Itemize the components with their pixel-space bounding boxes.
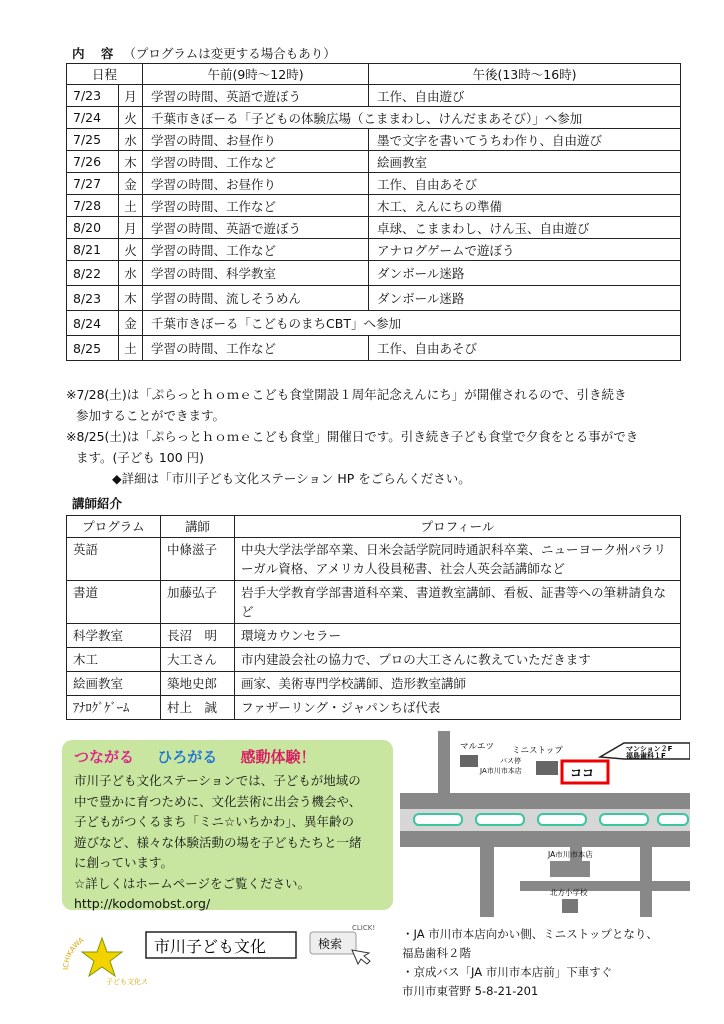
header-teacher: 講師 — [161, 516, 235, 538]
cell-am: 学習の時間、工作など — [143, 239, 369, 261]
search-button-label[interactable]: 検索 — [318, 937, 343, 951]
cell-program: 書道 — [67, 581, 161, 624]
cell-pm: 絵画教室 — [369, 151, 681, 173]
cell-am: 学習の時間、英語で遊ぼう — [143, 85, 369, 107]
table-row — [67, 336, 681, 361]
cell-pm: ダンボール迷路 — [369, 286, 681, 311]
table-row — [67, 696, 681, 720]
promo-line: 中で豊かに育つために、文化芸術に出会う機会や、 — [74, 793, 362, 809]
promo-line: 子どもがつくるまち「ミニ☆いちかわ」、異年齢の — [74, 814, 354, 829]
cell-pm: 木工、えんにちの準備 — [369, 195, 681, 217]
cell-day: 土 — [119, 195, 143, 217]
access-line: 福島歯科２階 — [402, 946, 471, 960]
cell-date: 8/21 — [67, 239, 119, 261]
cell-pm: 墨で文字を書いてうちわ作り、自由遊び — [369, 129, 681, 151]
logo-arc-right: 子ども文化ス — [106, 978, 148, 986]
cell-am: 学習の時間、工作など — [143, 195, 369, 217]
notes — [66, 384, 686, 489]
table-row — [67, 107, 681, 129]
cell-date: 8/23 — [67, 286, 119, 311]
ministop-building-icon — [536, 761, 558, 775]
promo-line: 市川子ども文化ステーションでは、子どもが地域の — [74, 773, 361, 788]
promo-line: 遊びなど、様々な体験活動の場を子どもたちと一緒 — [74, 834, 362, 850]
cell-pm: 工作、自由あそび — [369, 336, 681, 361]
cell-profile: 中央大学法学部卒業、日米会話学院同時通訳科卒業、ニューヨーク州パラリーガル資格、アメリカ人役員秘書、社会人英会話講師など — [235, 538, 681, 581]
table-row — [67, 217, 681, 239]
schedule-note: （プログラムは変更する場合もあり） — [123, 46, 336, 61]
note-line: ※7/28(土)は「ぷらっとｈｏｍｅこども食堂開設１周年記念えんにち」が開催されるので、引き続き — [66, 387, 627, 402]
logo-arc-text — [62, 936, 85, 970]
cell-am: 学習の時間、お昼作り — [143, 173, 369, 195]
access-info — [402, 925, 658, 1001]
table-row — [67, 195, 681, 217]
promo-box — [62, 740, 393, 910]
cell-program: 科学教室 — [67, 624, 161, 648]
cell-date: 7/23 — [67, 85, 119, 107]
promo-headline-1: つながる — [74, 748, 135, 766]
schedule-title: 内 容 — [72, 46, 120, 61]
promo-line: ☆詳しくはホームページをご覧ください。 — [74, 875, 310, 891]
cell-date: 7/25 — [67, 129, 119, 151]
cursor-icon — [352, 950, 370, 964]
cell-day: 火 — [119, 107, 143, 129]
cell-teacher: 中條滋子 — [161, 538, 235, 581]
cell-pm: ダンボール迷路 — [369, 261, 681, 286]
cell-am: 学習の時間、お昼作り — [143, 129, 369, 151]
schedule-table — [66, 63, 681, 361]
cell-date: 7/26 — [67, 151, 119, 173]
table-row — [67, 286, 681, 311]
cell-profile: 市内建設会社の協力で、プロの大工さんに教えていただきます — [235, 648, 681, 672]
promo-headline-2: ひろがる — [157, 748, 218, 766]
promo-headline — [74, 746, 334, 767]
map-label-maruetsu: マルエツ — [460, 742, 495, 752]
table-row — [67, 85, 681, 107]
cell-day: 水 — [119, 129, 143, 151]
cell-program: 木工 — [67, 648, 161, 672]
map-label-bus-stop: JA市川市本店 — [480, 767, 522, 775]
map-label-ministop: ミニストップ — [512, 746, 563, 756]
cell-day: 土 — [119, 336, 143, 361]
access-line: ・京成バス「JA 市川市本店前」下車すぐ — [402, 965, 613, 979]
search-banner — [62, 920, 392, 993]
table-row — [67, 173, 681, 195]
table-row — [67, 538, 681, 581]
cell-profile: 岩手大学教育学部書道科卒業、書道教室講師、看板、証書等への筆耕請負など — [235, 581, 681, 624]
header-pm: 午後(13時～16時) — [369, 64, 681, 85]
cell-teacher: 村上 誠 — [161, 696, 235, 720]
access-map — [400, 731, 690, 917]
cell-am: 学習の時間、流しそうめん — [143, 286, 369, 311]
cell-teacher: 大工さん — [161, 648, 235, 672]
promo-body — [74, 771, 392, 915]
map-label-koko: ココ — [570, 766, 595, 780]
note-line: 参加することができます。 — [76, 408, 226, 423]
cell-teacher: 加藤弘子 — [161, 581, 235, 624]
access-line: ・JA 市川市本店向かい側、ミニストップとなり、 — [402, 927, 658, 941]
header-profile: プロフィール — [235, 516, 681, 538]
cell-date: 7/28 — [67, 195, 119, 217]
cell-day: 月 — [119, 217, 143, 239]
cell-am: 学習の時間、工作など — [143, 151, 369, 173]
map-label-school: 北方小学校 — [550, 888, 588, 897]
promo-headline-3: 感動体験！ — [240, 748, 316, 766]
cell-profile: 画家、美術専門学校講師、造形教室講師 — [235, 672, 681, 696]
note-line: ます。(子ども 100 円) — [76, 450, 205, 465]
cell-am: 学習の時間、英語で遊ぼう — [143, 217, 369, 239]
map-label-callout-2: 福島歯科１F — [626, 752, 666, 760]
instructors-table — [66, 515, 681, 720]
table-row — [67, 672, 681, 696]
cell-profile: ファザーリング・ジャパンちば代表 — [235, 696, 681, 720]
logo-arc-left: ICHIKAWA — [62, 936, 86, 971]
cell-day: 金 — [119, 311, 143, 336]
cell-program: ｱﾅﾛｸﾞｹﾞｰﾑ — [67, 696, 161, 720]
cell-date: 8/25 — [67, 336, 119, 361]
instructors-title: 講師紹介 — [72, 496, 123, 511]
schedule-header-row — [67, 64, 681, 85]
header-am: 午前(9時～12時) — [143, 64, 369, 85]
cell-day: 金 — [119, 173, 143, 195]
table-row — [67, 311, 681, 336]
header-date: 日程 — [67, 64, 143, 85]
cell-pm: アナログゲームで遊ぼう — [369, 239, 681, 261]
ja-building-icon — [550, 861, 590, 877]
table-row — [67, 648, 681, 672]
cell-day: 木 — [119, 151, 143, 173]
click-label: CLICK! — [352, 924, 376, 932]
cell-pm: 卓球、こままわし、けん玉、自由遊び — [369, 217, 681, 239]
maruetsu-building-icon — [460, 755, 478, 767]
search-banner-graphic — [62, 920, 392, 990]
table-row — [67, 624, 681, 648]
cell-am: 学習の時間、工作など — [143, 336, 369, 361]
star-mascot-icon — [82, 938, 122, 976]
cell-teacher: 築地史郎 — [161, 672, 235, 696]
map-label-ja: JA市川市本店 — [548, 850, 593, 859]
table-row — [67, 581, 681, 624]
cell-program: 絵画教室 — [67, 672, 161, 696]
cell-date: 7/27 — [67, 173, 119, 195]
cell-day: 月 — [119, 85, 143, 107]
cell-full: 千葉市きぼーる「こどものまちCBT」へ参加 — [143, 311, 681, 336]
table-row — [67, 239, 681, 261]
table-row — [67, 129, 681, 151]
cell-program: 英語 — [67, 538, 161, 581]
table-row — [67, 261, 681, 286]
school-icon — [562, 899, 578, 913]
cell-profile: 環境カウンセラー — [235, 624, 681, 648]
schedule-heading — [72, 44, 336, 62]
cell-full: 千葉市きぼーる「子どもの体験広場（こままわし、けんだまあそび）」へ参加 — [143, 107, 681, 129]
map-label-bus: バス停 — [500, 757, 521, 765]
cell-date: 8/22 — [67, 261, 119, 286]
note-line: ※8/25(土)は「ぷらっとｈｏｍｅこども食堂」開催日です。引き続き子ども食堂で夕食をとる事ができ — [66, 429, 639, 444]
instructors-header-row — [67, 516, 681, 538]
cell-teacher: 長沼 明 — [161, 624, 235, 648]
header-program: プログラム — [67, 516, 161, 538]
map-label-callout-1: マンション２F — [626, 745, 673, 753]
cell-date: 7/24 — [67, 107, 119, 129]
cell-pm: 工作、自由あそび — [369, 173, 681, 195]
cell-day: 水 — [119, 261, 143, 286]
table-row — [67, 151, 681, 173]
promo-line: に創っています。 — [74, 855, 174, 870]
cell-day: 木 — [119, 286, 143, 311]
cell-date: 8/24 — [67, 311, 119, 336]
cell-day: 火 — [119, 239, 143, 261]
detail-line: ◆詳細は「市川子ども文化ステーション HP をごらんください。 — [112, 471, 471, 486]
cell-pm: 工作、自由遊び — [369, 85, 681, 107]
cell-date: 8/20 — [67, 217, 119, 239]
access-address: 市川市東菅野 5-8-21-201 — [402, 984, 539, 998]
cell-am: 学習の時間、科学教室 — [143, 261, 369, 286]
promo-url-link[interactable]: http://kodomobst.org/ — [74, 896, 211, 911]
search-box-text[interactable]: 市川子ども文化 — [154, 937, 267, 956]
